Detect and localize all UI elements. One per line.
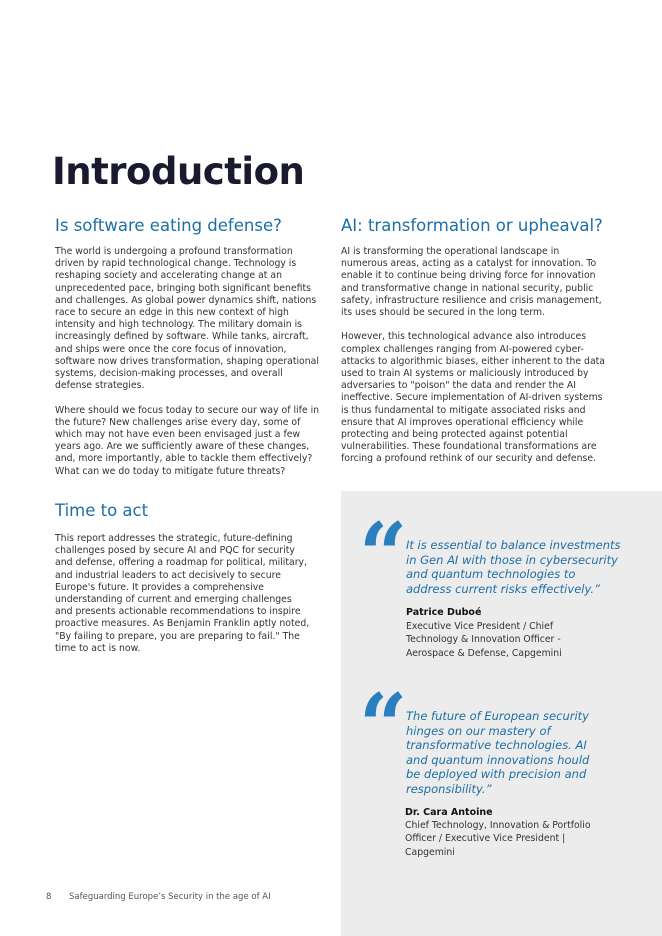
section-heading-ai: AI: transformation or upheaval? — [341, 216, 603, 235]
paragraph: This report addresses the strategic, future-defining challenges posed by secure AI and PQC for security and defense, offering a roadmap for political, military, and industrial leaders to act decisively to secure Europe's future. It provides a comprehensive understanding of current and emerging challenges and presents actionable recommendations to inspire proactive measures. As Benjamin Franklin aptly noted, "By failing to prepare, you are preparing to fail." The time to act is now. — [55, 533, 310, 654]
quote-author-name: Patrice Duboé — [406, 607, 482, 618]
section-body-time-to-act — [55, 533, 311, 655]
section-heading-time-to-act: Time to act — [55, 501, 149, 520]
quote-text: The future of European security hinges on our mastery of transformative technologies. AI and quantum innovations hould be deployed with precision and responsibility.” — [406, 709, 590, 796]
quote-mark-icon: “ — [359, 502, 408, 607]
quote-text: It is essential to balance investments in Gen AI with those in cybersecurity and quantum technologies to address current risks effectively.” — [406, 538, 621, 596]
quote-panel — [341, 491, 662, 936]
quote-author-role: Chief Technology, Innovation & Portfolio Officer / Executive Vice President | Capgemini — [405, 820, 591, 858]
footer-page-number: 8 — [46, 892, 52, 902]
section-heading-software: Is software eating defense? — [55, 216, 282, 235]
quote-author-name: Dr. Cara Antoine — [405, 807, 493, 818]
footer-document-title: Safeguarding Europe’s Security in the age of AI — [69, 892, 271, 902]
section-body-software — [55, 246, 320, 478]
section-body-ai — [341, 246, 606, 466]
paragraph: AI is transforming the operational landscape in numerous areas, acting as a catalyst for innovation. To enable it to continue being driving force for innovation and transformative change in national security, public safety, infrastructure resilience and crisis management, its uses should be secured in the long term. — [341, 246, 602, 319]
quote-mark-icon: “ — [359, 673, 408, 778]
page-title: Introduction — [52, 150, 305, 193]
paragraph: Where should we focus today to secure our way of life in the future? New challenges arise every day, some of which may not have even been envisaged just a few years ago. Are we sufficiently aware of these changes, and, more importantly, able to tackle them effectively? What can we do today to mitigate future threats? — [55, 404, 320, 477]
paragraph: The world is undergoing a profound transformation driven by rapid technological change. Technology is reshaping society and accelerating change at an unprecedented pace, bringing both significant benefits and challenges. As global power dynamics shift, nations race to secure an edge in this new context of high intensity and high technology. The military domain is increasingly defined by software. While tanks, aircraft, and ships were once the core focus of innovation, software now drives transformation, shaping operational systems, decision-making processes, and overall defense strategies. — [55, 246, 319, 392]
paragraph: However, this technological advance also introduces complex challenges ranging from AI-powered cyber-attacks to algorithmic biases, either inherent to the data used to train AI systems or maliciously introduced by adversaries to "poison" the data and render the AI ineffective. Secure implementation of AI-driven systems is thus fundamental to mitigate associated risks and ensure that AI improves operational efficiency while protecting and being protected against potential vulnerabilities. These foundational transformations are forcing a profound rethink of our security and defense. — [341, 331, 605, 465]
quote-author-role: Executive Vice President / Chief Technology & Innovation Officer - Aerospace & Defense, Capgemini — [406, 621, 562, 659]
